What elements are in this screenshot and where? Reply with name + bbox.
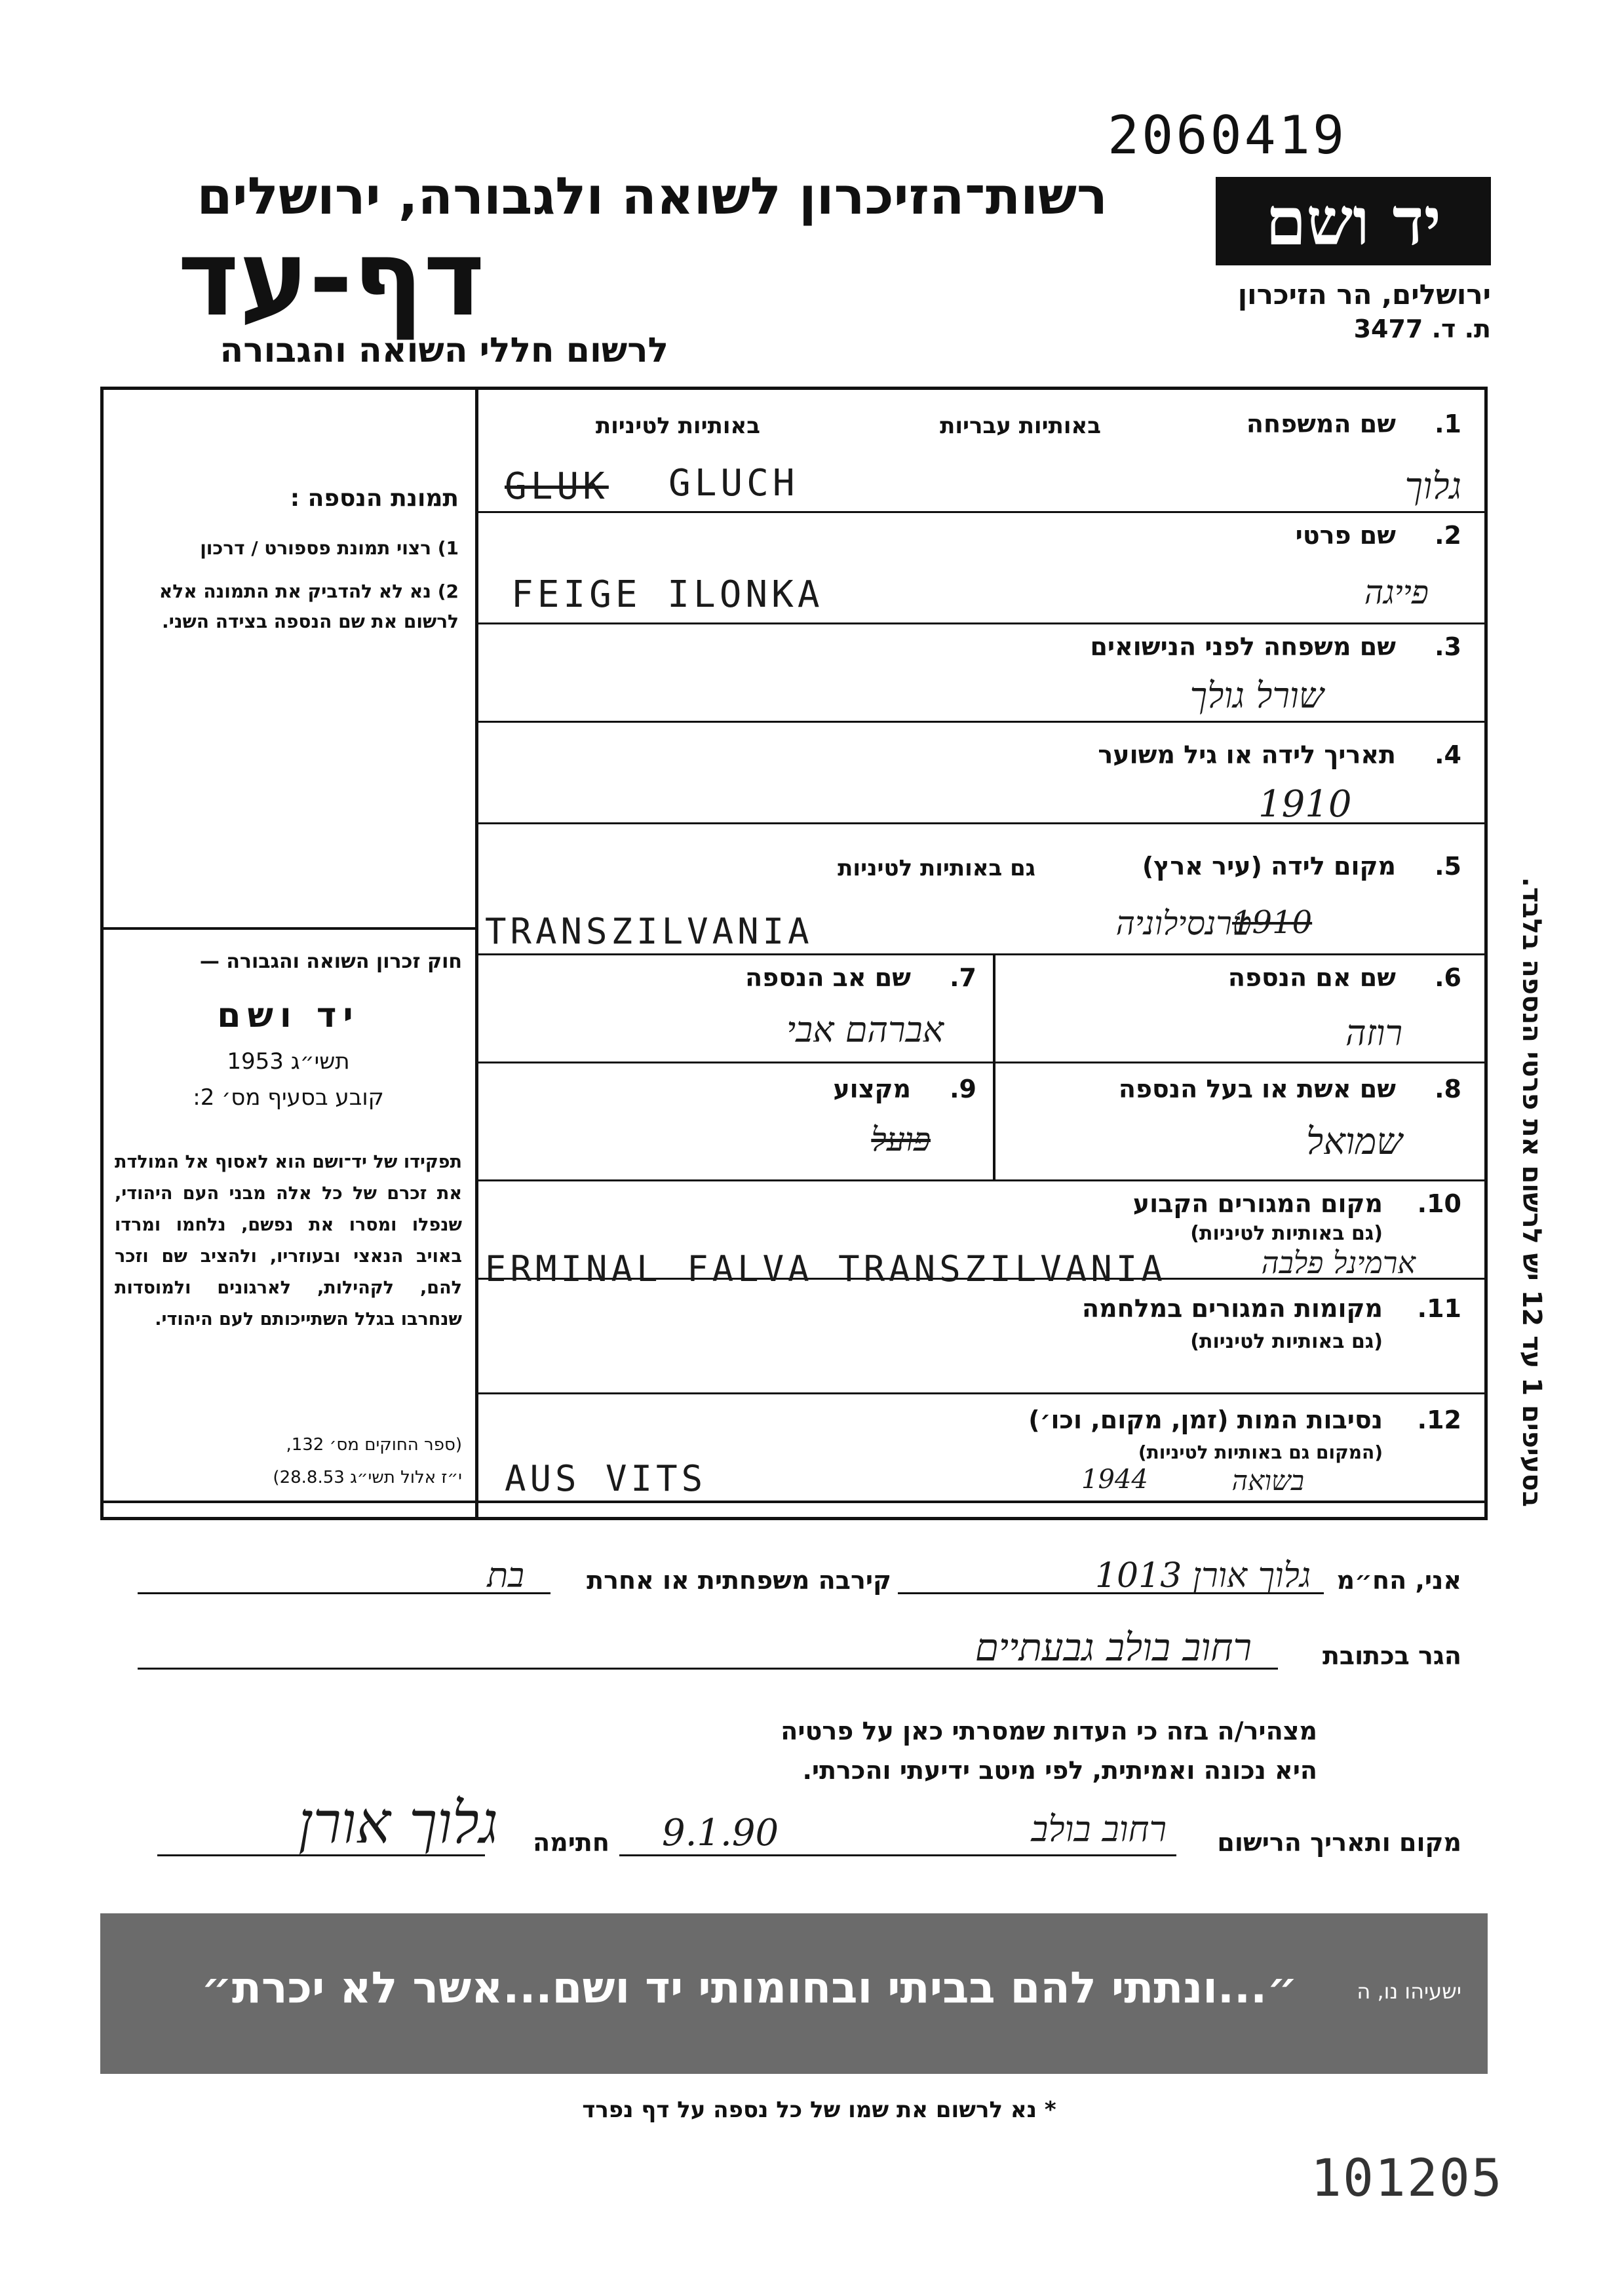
field-4-number: 4. — [1435, 740, 1461, 769]
organization-title: רשות־הזיכרון לשואה ולגבורה, ירושלים — [197, 167, 1108, 226]
side-vertical-note: בסעיפים 1 עד 12 יש לרשום את פרטי הנספה בלבד. — [1516, 877, 1547, 1507]
declaration-signature-label: חתימה — [533, 1828, 609, 1857]
declaration-relation-label: קירבה משפחתית או אחרת — [587, 1566, 891, 1595]
field-3-label: שם משפחה לפני הנישואים — [1090, 632, 1396, 661]
field-6-label: שם אם הנספה — [1227, 963, 1396, 992]
address-line-2: ת. ד. 3477 — [1353, 315, 1491, 343]
field-6-value: רוזה — [1345, 1012, 1402, 1054]
field-3-number: 3. — [1435, 632, 1461, 661]
field-4-label: תאריך לידה או גיל משוער — [1098, 740, 1396, 769]
banner-quote: ״...ונתתי להם בביתי ובחומותי יד ושם...אשר לא יכרת״ — [201, 1962, 1298, 2013]
field-7-value: אברהם אבי — [786, 1009, 944, 1050]
field-1-latin-value: GLUCH — [668, 462, 799, 505]
photo-box-item-2: 2) נא לא להדביק את התמונה אלא לרשום את שם הנספה בצידה השני. — [159, 581, 459, 632]
field-10-number: 10. — [1417, 1189, 1461, 1218]
field-11-number: 11. — [1417, 1294, 1461, 1323]
field-11-note: (גם באותיות לטיניות) — [1190, 1330, 1383, 1353]
address-line-1: ירושלים, הר הזיכרון — [1237, 278, 1491, 311]
field-8-number: 8. — [1435, 1075, 1461, 1103]
banner-source: ישעיהו נו, ה — [1357, 1979, 1461, 2004]
field-10-hebrew-value: ארמינל פלבה — [1261, 1245, 1416, 1280]
field-8-label: שם אשת או בעל הנספה — [1118, 1075, 1396, 1103]
declaration-date-value: 9.1.90 — [662, 1812, 779, 1854]
field-12-number: 12. — [1417, 1406, 1461, 1434]
law-year: תשי״ג 1953 — [227, 1048, 350, 1075]
field-2-label: שם פרטי — [1295, 521, 1396, 550]
photo-box-item-1: 1) רצוי תמונת פספורט / דרכון — [200, 537, 459, 559]
field-1-label: שם המשפחה — [1246, 410, 1396, 438]
declaration-address-value: רחוב בולב גבעתיים — [975, 1625, 1252, 1670]
law-date: י״ז אלול תשי״ג 28.8.53) — [273, 1468, 462, 1487]
field-8-value: שמואל — [1306, 1120, 1402, 1163]
field-5-number: 5. — [1435, 852, 1461, 881]
field-12-latin-value: AUS VITS — [505, 1458, 707, 1499]
form-title: דף-עד — [177, 217, 485, 339]
stamp-number: 101205 — [1311, 2149, 1503, 2208]
field-1-latin-struck: GLUK — [505, 465, 609, 508]
field-2-hebrew-value: פייגה — [1364, 573, 1429, 611]
declaration-place-value: רחוב בולב — [1031, 1808, 1167, 1850]
declaration-i-label: אני, הח״מ — [1336, 1566, 1461, 1595]
document-number: 2060419 — [1108, 105, 1347, 166]
field-6-number: 6. — [1435, 963, 1461, 992]
law-text: תפקידו של יד־ושם הוא לאסוף אל המולדת את זכרם של כל אלה מבני העם היהודי, שנפלו ומסרו את נפשם, נלחמו ומרדו באויב הנאצי ובעוזריו, ולהציב שם וזכר להם, לקהילות, לארגונים ולמוסדות שנחרבו בגלל השתייכותם לעם היהודי. — [115, 1152, 462, 1330]
field-12-note: (המקום גם באותיות לטיניות) — [1138, 1442, 1383, 1463]
field-5-note: גם באותיות לטיניות — [838, 855, 1035, 881]
field-2-number: 2. — [1435, 521, 1461, 550]
law-name: יד ושם — [217, 996, 360, 1035]
field-2-latin-value: FEIGE ILONKA — [511, 573, 824, 616]
declaration-place-date-label: מקום ותאריך הרישום — [1217, 1828, 1461, 1857]
field-12-hebrew-value: בשואה — [1231, 1464, 1304, 1497]
field-5-hebrew-value: טרנסילוניה — [1115, 904, 1252, 942]
field-5-latin-value: TRANSZILVANIA — [485, 911, 813, 952]
declaration-signature-value: גלוך אורן — [298, 1789, 498, 1856]
form-subtitle: לרשום חללי השואה והגבורה — [220, 331, 668, 370]
field-10-label: מקום המגורים הקבוע — [1132, 1189, 1383, 1218]
field-9-struck-value: פועל — [871, 1120, 931, 1158]
field-7-label: שם אב הנספה — [745, 963, 911, 992]
law-clause: קובע בסעיף מס׳ 2: — [193, 1084, 384, 1111]
declaration-relation-value: בת — [487, 1556, 524, 1596]
field-1-number: 1. — [1435, 410, 1461, 438]
field-1-hebrew-column: באותיות עבריות — [940, 413, 1101, 439]
declaration-place-date-line — [619, 1854, 1176, 1856]
field-12-label: נסיבות המות (זמן, מקום, וכו׳) — [1028, 1406, 1383, 1434]
law-source: (ספר החוקים מס׳ 132, — [286, 1435, 462, 1455]
field-11-label: מקומות המגורים במלחמה — [1081, 1294, 1383, 1323]
declaration-statement-1: מצהיר/ה בזה כי העדות שמסרתי כאן על פרטיה — [781, 1717, 1317, 1746]
footer-note: * נא לרשום את שמו של כל נספה על דף נפרד — [582, 2097, 1056, 2123]
field-1-hebrew-value: גלוך — [1404, 465, 1461, 508]
yad-vashem-logo — [1216, 177, 1491, 265]
declaration-address-label: הגר בכתובת — [1322, 1641, 1461, 1670]
field-5-struck-value: 1910 — [1232, 904, 1313, 941]
field-9-label: מקצוע — [833, 1075, 911, 1103]
field-9-number: 9. — [950, 1075, 976, 1103]
logo-text: יד ושם — [1265, 182, 1441, 260]
quote-banner — [100, 1913, 1488, 2074]
field-10-note: (גם באותיות לטיניות) — [1190, 1222, 1383, 1245]
declaration-i-value: גלוך אורן 1013 — [1094, 1556, 1311, 1596]
field-4-value: 1910 — [1258, 783, 1352, 826]
field-5-label: מקום לידה (עיר ארץ) — [1142, 852, 1396, 881]
field-1-latin-column: באותיות לטיניות — [595, 413, 760, 439]
photo-box-title: תמונת הנספה : — [290, 485, 459, 512]
declaration-statement-2: היא נכונה ואמיתית, לפי מיטב ידיעתי והכרתי. — [802, 1756, 1317, 1785]
field-7-number: 7. — [950, 963, 976, 992]
law-heading: חוק זכרון השואה והגבורה — — [199, 950, 462, 973]
field-10-latin-value: ERMINAL FALVA TRANSZILVANIA — [485, 1248, 1167, 1290]
field-12-year-value: 1944 — [1081, 1464, 1148, 1495]
field-3-hebrew-value: שורל גולך — [1189, 675, 1324, 716]
